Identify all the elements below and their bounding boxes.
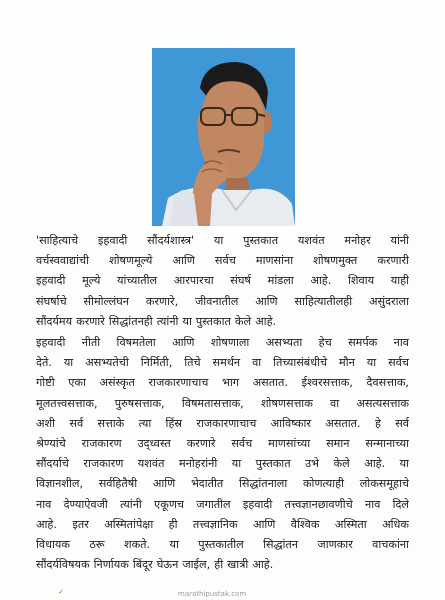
paragraph-2-line: देते. या असभ्यतेची निर्मिती, तिचे समर्थन वा तिच्यासंबंधीचे मौन या सर्वच	[36, 356, 409, 370]
paragraph-2-line: नाव देण्याऐवजी त्यांनी एकूणच जगातील इहवादी तत्त्वज्ञानछावणीचे नाव दिले	[36, 497, 409, 511]
paragraph-1-line: संघर्षाचे सीमोल्लंघन करणारे, जीवनातील आणि साहित्यातीलही असुंदराला	[36, 294, 409, 308]
paragraph-1-line: इहवादी मूल्ये यांच्यातील आरपारचा संघर्ष मांडला आहे. शिवाय याही	[36, 274, 409, 288]
paragraph-1	[36, 231, 409, 332]
paragraph-2-line: सौंदर्यविषयक निर्णायक बिंदूर घेऊन जाईल, ही खात्री आहे.	[36, 558, 274, 572]
paragraph-2-line: श्रेण्यांचे राजकारण उद्ध्वस्त करणारे सर्वच माणसांच्या समान सन्मानाच्या	[36, 437, 409, 451]
paragraph-2-line: विज्ञानशील, सर्वहितैषी आणि भेदातीत सिद्धांतनाला कोणत्याही लोकसमूहाचे	[36, 477, 409, 491]
paragraph-2-line: आहे. इतर अस्मितांपेक्षा ही तत्त्वज्ञानिक आणि वैश्विक अस्मिता अधिक	[36, 517, 409, 531]
author-photo	[152, 48, 295, 226]
paragraph-2	[36, 333, 409, 575]
author-portrait-icon	[152, 48, 295, 226]
paragraph-2-line: मूलतत्त्वसत्ताक, पुरुषसत्ताक, विषमतासत्ताक, शोषणसत्ताक वा असत्यसत्ताक	[36, 396, 409, 410]
paragraph-1-line: वर्चस्ववाद्यांची शोषणमूल्ये आणि सर्वच माणसांना शोषणमुक्त करणारी	[36, 254, 409, 268]
check-mark-icon: ✓	[58, 588, 64, 596]
paragraph-2-line: अशी सर्व सत्ताके त्या हिंस्र राजकारणाचाच आविष्कार असतात. हे सर्व	[36, 416, 409, 430]
paragraph-2-line: विधायक ठरू शकते. या पुस्तकातील सिद्धांतन जाणकार वाचकांना	[36, 538, 409, 552]
paragraph-2-line: सौंदर्याचे राजकारण यशवंत मनोहरांनी या पुस्तकात उभे केले आहे. या	[36, 457, 409, 471]
paragraph-1-line: सौंदर्यमय करणारे सिद्धांतनही त्यांनी या पुस्तकात केले आहे.	[36, 314, 277, 328]
paragraph-2-line: गोष्टी एका असंस्कृत राजकारणाचाच भाग असतात. ईश्वरसत्ताक, दैवसत्ताक,	[36, 376, 409, 390]
footer-url: marathipustak.com	[178, 590, 247, 598]
paragraph-2-line: इहवादी नीती विषमतेला आणि शोषणाला असभ्यता हेच समर्पक नाव	[36, 336, 409, 349]
paragraph-1-line: 'साहित्याचे इहवादी सौंदर्यशास्त्र' या पुस्तकात यशवंत मनोहर यांनी	[36, 234, 409, 247]
